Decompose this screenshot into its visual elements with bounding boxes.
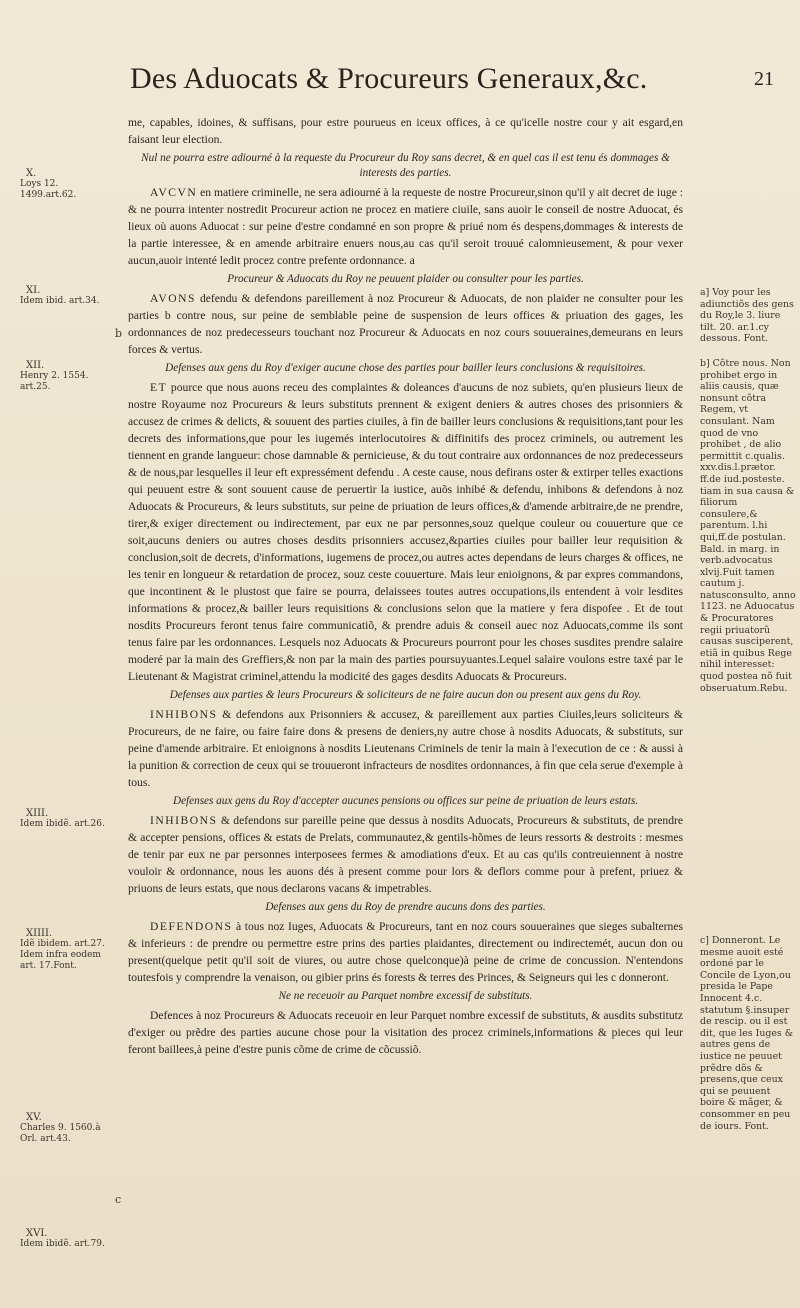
paragraph: ET pource que nous auons receu des complaintes & doleances d'aucuns de noz subiets, qu'en plusieurs lieux de nostre Royaume noz Procureurs & leurs substituts prennent & exigent deniers & autres choses des prisonniers & accusez de crimes & delicts, & souuent des parties ciuiles, à fin de bailler leurs conclusions & requisitions,tant pour les decrets des informations,que pour les iugemés interlocutoires & diffinitifs des procez criminels, ou autrement les tiennent en grande langueur: chose damnable & pernicieuse, & du tout contraire aux ordonnances de noz predecesseurs & de nous,par lesquelles il leur eft expressément defendu . A ceste cause, nous defirans oster & extirper telles exactions qui peuuent estre & sont souuent cause de peruertir la iustice, auõs inhibé & defendu, inhibons & defendons à noz Aduocats & Procureurs, & leurs substituts, sur peine de priuation de leurs offices,& d'amende arbitraire,de ne prendre, tirer,& exiger directement ou indirectement, par eux ne par personnes,souz quelque couleur ou couuerture que ce soit,aucuns deniers ou autres choses desdits prisonniers accusez,&parties ciuiles pour bailler leur requisition & conclusion,soit de decrets, d'informations, iugemens de procez,ou autres actes dependans de leurs charges & offices, ne les tenir en longueur & retardation de procez, souz ceste couuerture. Mais leur enioignons, & par expres commandons, que incontinent & le plustost que faire se pourra, delaissees toutes autres occupations,ils entendent à voir lesdites informations & procez,& bailler leurs requisitions & conclusions selon que la matiere y fera dispofee . Et de tout nosdits Procureurs feront tenus faire communicatiõ, & prendre aduis & conseil auec noz Aduocats,comme ils sont tenus faire par les ordonnances. Lesquels noz Aduocats & Procureurs pourront pour les choses susdites prendre salaire moderé par la main des Greffiers,& non par la main des parties poursuyuantes.Lequel salaire voulons estre taxé par le Lieutenant & Magistrat criminel,attendu la modicité des gages desdits Aduocats & Procureurs.	[128, 381, 683, 683]
article-heading: Defenses aux gens du Roy d'exiger aucune chose des parties pour bailler leurs conclusions & requisitoires.	[165, 362, 646, 374]
left-margin-note: XII. Henry 2. 1554. art.25.	[20, 360, 89, 392]
main-text	[128, 114, 683, 1060]
left-margin-note: XVI. Idem ibidẽ. art.79.	[20, 1228, 105, 1249]
lead-word: AVCVN	[150, 186, 198, 199]
left-margin-note: XIIII. Idẽ ibidem. art.27. Idem infra eodem art. 17.Font.	[20, 928, 105, 971]
page-number: 21	[754, 68, 774, 90]
paragraph: DEFENDONS à tous noz Iuges, Aduocats & Procureurs, tant en noz cours souueraines que sieges subalternes & inferieurs : de prendre ou permettre estre prins des parties plaidantes, directement ou indirectemét, aucun don ou present(quelque petit qu'il soit de viures, ou autre chose quelconque)à peine de crime de concussion. N'entendons toutesfois y comprendre la venaison, ou gibier prins és forests & terres des Princes, & Seigneurs qui les c donneront.	[128, 920, 683, 984]
article-heading: Nul ne pourra estre adiourné à la requeste du Procureur du Roy sans decret, & en quel cas il est tenu és dommages & interests des parties.	[141, 152, 670, 179]
left-margin-note: X. Loys 12. 1499.art.62.	[20, 168, 77, 200]
lead-word: AVONS	[150, 292, 196, 305]
paragraph: me, capables, idoines, & suffisans, pour estre pourueus en iceux offices, à ce qu'icelle nostre cour y ait esgard,en faisant leur election.	[128, 116, 683, 146]
left-margin-note: XV. Charles 9. 1560.à Orl. art.43.	[20, 1112, 101, 1144]
lead-word: INHIBONS	[150, 814, 218, 827]
page-header	[100, 62, 774, 106]
article-heading: Defenses aux gens du Roy d'accepter aucunes pensions ou offices sur peine de priuation de leurs estats.	[172, 795, 639, 807]
paragraph: AVONS defendu & defendons pareillement à noz Procureur & Aduocats, de non plaider ne consulter pour les parties b contre nous, sur peine de semblable peine de suspension de leurs offices & priuation des gages, les ordonnances de noz predecesseurs touchant noz Procureur & Aduocats en noz cours souueraines,demeurans en leurs forces & vertus.	[128, 292, 683, 356]
note-marker-b: b	[115, 327, 123, 340]
paragraph: INHIBONS & defendons aux Prisonniers & accusez, & pareillement aux parties Ciuiles,leurs soliciteurs & Procureurs, de ne faire, ou faire faire dons & presens de deniers,ny autre chose à nosdits Aduocats, & substituts, sur peine d'amende arbitraire. Et enioignons à nosdits Lieutenans Criminels de tenir la main à l'execution de ce : & aussi à la punition & correction de ceux qui se trouueront infracteurs de nosdites ordonnances, à fin que cela serue d'exemple à tous.	[128, 708, 683, 789]
left-margin-note: XI. Idem ibid. art.34.	[20, 285, 100, 306]
article-heading: Defenses aux gens du Roy de prendre aucuns dons des parties.	[265, 901, 546, 913]
note-marker-c: c	[115, 1193, 122, 1206]
right-margin-note: b] Cõtre nous. Non prohibet ergo in aliis causis, quæ nonsunt cõtra Regem, vt consulant. Nam quod de vno prohibet , de alio permittit c.qualis. xxv.dis.l.prætor. ff.de iud.posteste. tiam in sua causa & filiorum consulere,& parentum. l.hi qui,ff.de postulan. Bald. in marg. in verb.advocatus xlvij.Fuit tamen cautum j. natusconsulto, anno 1123. ne Aduocatus & Procuratores regii priuatorũ causas susciperent, etiã in quibus Rege nihil interesset: quod postea nõ fuit obseruatum.Rebu.	[700, 358, 796, 694]
right-margin-note: c] Donneront. Le mesme auoit esté ordoné par le Concile de Lyon,ou presida le Pape Innocent 4.c. statutum §.insuper de rescip. ou il est dit, que les Iuges & autres gens de iustice ne peuuet prẽdre dõs & presens,que ceux qui se peuuent boire & mãger, & consommer en peu de iours. Font.	[700, 935, 794, 1132]
article-heading: Defenses aux parties & leurs Procureurs & soliciteurs de ne faire aucun don ou present aux gens du Roy.	[169, 689, 642, 701]
paragraph: Defences à noz Procureurs & Aduocats receuoir en leur Parquet nombre excessif de substituts, & ausdits substitutz d'exiger ou prẽdre des parties aucune chose pour la visitation des procez criminels,informations & pieces qui leur feront baillees,à peine d'estre punis cõme de crime de cõcussiõ.	[128, 1009, 683, 1056]
right-margin-note: a] Voy pour les adiunctiõs des gens du Roy,le 3. liure tilt. 20. ar.1.cy dessous. Font.	[700, 287, 794, 345]
running-title: Des Aduocats & Procureurs Generaux,&c.	[130, 62, 648, 95]
lead-word: ET	[150, 381, 168, 394]
paragraph: INHIBONS & defendons sur pareille peine que dessus à nosdits Aduocats, Procureurs & substituts, de prendre & accepter pensions, offices & estats de Prelats, communautez,& gentils-hõmes de leurs ressorts & destroits : mesmes de tenir par eux ne par personnes interposees fermes & amodiations d'eux. Et au cas qu'ils contreuiennent à nostre vouloir & ordonnance, nous les auons dés à present comme pour lors & deflors comme pour à prefent, priuez & priuons de leurs estats, que nous declarons vacans & impetrables.	[128, 814, 683, 895]
lead-word: INHIBONS	[150, 708, 218, 721]
article-heading: Procureur & Aduocats du Roy ne peuuent plaider ou consulter pour les parties.	[227, 273, 584, 285]
article-heading: Ne ne receuoir au Parquet nombre excessif de substituts.	[278, 990, 533, 1002]
left-margin-note: XIII. Idem ibidẽ. art.26.	[20, 808, 105, 829]
paragraph: AVCVN en matiere criminelle, ne sera adiourné à la requeste de nostre Procureur,sinon qu'il y ait decret de iuge : & ne pourra intenter nostredit Procureur action ne procez en matiere ciuile, sans auoir le conseil de nostre Aduocat, és lieux où auons Aduocat : sur peine d'estre condamné en son propre & priué nom és despens,dommages & interests de la partie interessee, & en amende arbitraire enuers nous,au cas qu'il seroit trouué calomnieusement, & pour vexer aucun,auoir intenté ledit procez contre prefente ordonnance. a	[128, 186, 683, 267]
lead-word: DEFENDONS	[150, 920, 233, 933]
